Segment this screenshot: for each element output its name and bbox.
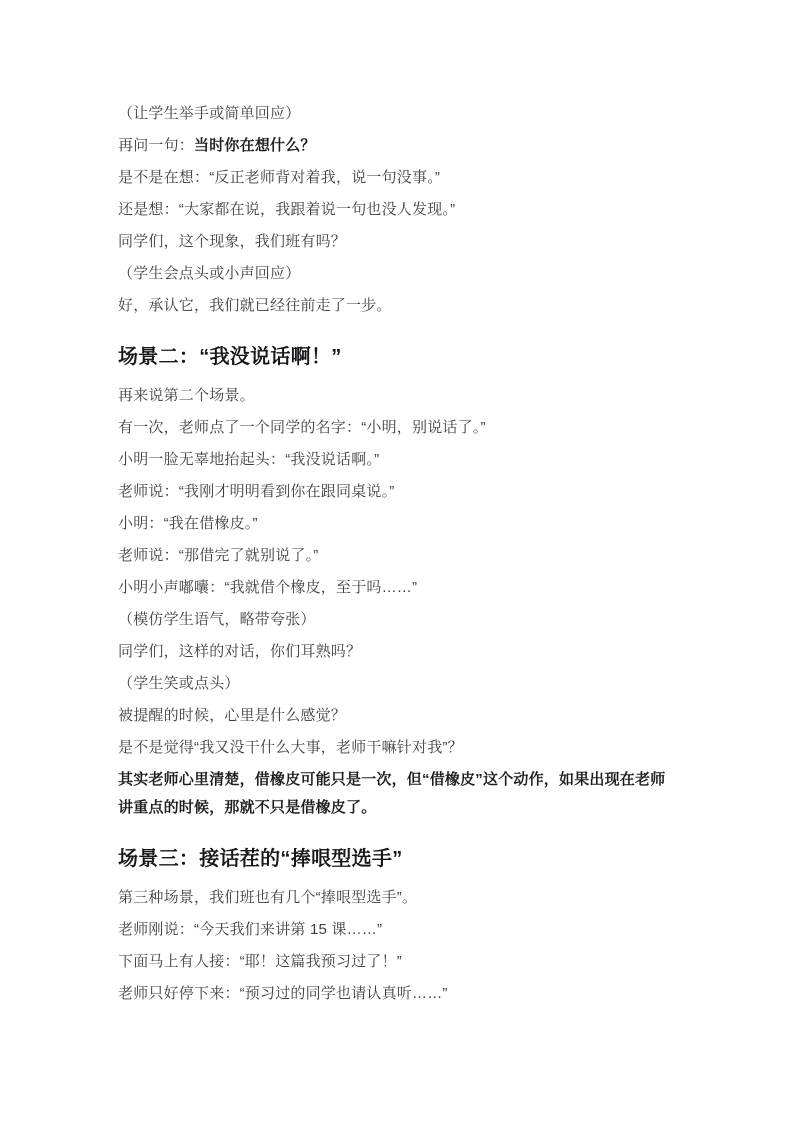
paragraph-bold-question: 当时你在想什么？ — [194, 137, 316, 154]
paragraph: 还是想：“大家都在说，我跟着说一句也没人发现。” — [118, 201, 456, 218]
stage-direction: （学生会点头或小声回应） — [118, 265, 301, 282]
dialogue-line: 老师说：“我刚才明明看到你在跟同桌说。” — [118, 483, 395, 500]
dialogue-line: 有一次，老师点了一个同学的名字：“小明，别说话了。” — [118, 419, 486, 436]
paragraph: 同学们，这个现象，我们班有吗？ — [118, 233, 347, 250]
dialogue-line: 老师只好停下来：“预习过的同学也请认真听……” — [118, 985, 448, 1002]
section-scene-three — [118, 844, 675, 1008]
section-heading-scene-two: 场景二：“我没说话啊！” — [118, 346, 342, 368]
paragraph: 被提醒的时候，心里是什么感觉？ — [118, 707, 347, 724]
paragraph: 好，承认它，我们就已经往前走了一步。 — [118, 297, 392, 314]
paragraph-question-lead — [118, 132, 675, 160]
dialogue-line: 小明：“我在借橡皮。” — [118, 515, 258, 532]
stage-direction: （模仿学生语气，略带夸张） — [118, 611, 316, 628]
section-heading-scene-three: 场景三：接话茬的“捧哏型选手” — [118, 848, 403, 870]
paragraph: 是不是觉得“我又没干什么大事，老师干嘛针对我”？ — [118, 739, 463, 756]
paragraph: 同学们，这样的对话，你们耳熟吗？ — [118, 643, 362, 660]
dialogue-line: 老师说：“那借完了就别说了。” — [118, 547, 319, 564]
dialogue-line: 小明小声嘟囔：“我就借个橡皮，至于吗……” — [118, 579, 418, 596]
paragraph-prefix: 再问一句： — [118, 137, 195, 154]
stage-direction: （让学生举手或简单回应） — [118, 105, 301, 122]
section-scene-two — [118, 342, 675, 822]
paragraph: 是不是在想：“反正老师背对着我，说一句没事。” — [118, 169, 441, 186]
dialogue-line: 老师刚说：“今天我们来讲第 15 课……” — [118, 921, 383, 938]
paragraph: 第三种场景，我们班也有几个“捧哏型选手”。 — [118, 889, 418, 906]
paragraph-emphasis: 其实老师心里清楚，借橡皮可能只是一次，但“借橡皮”这个动作，如果出现在老师讲重点的时候，那就不只是借橡皮了。 — [118, 771, 666, 816]
stage-direction: （学生笑或点头） — [118, 675, 240, 692]
dialogue-line: 下面马上有人接：“耶！这篇我预习过了！” — [118, 953, 402, 970]
paragraph: 再来说第二个场景。 — [118, 387, 255, 404]
dialogue-line: 小明一脸无辜地抬起头：“我没说话啊。” — [118, 451, 380, 468]
section-opening — [118, 100, 675, 320]
document-body — [118, 100, 675, 1008]
